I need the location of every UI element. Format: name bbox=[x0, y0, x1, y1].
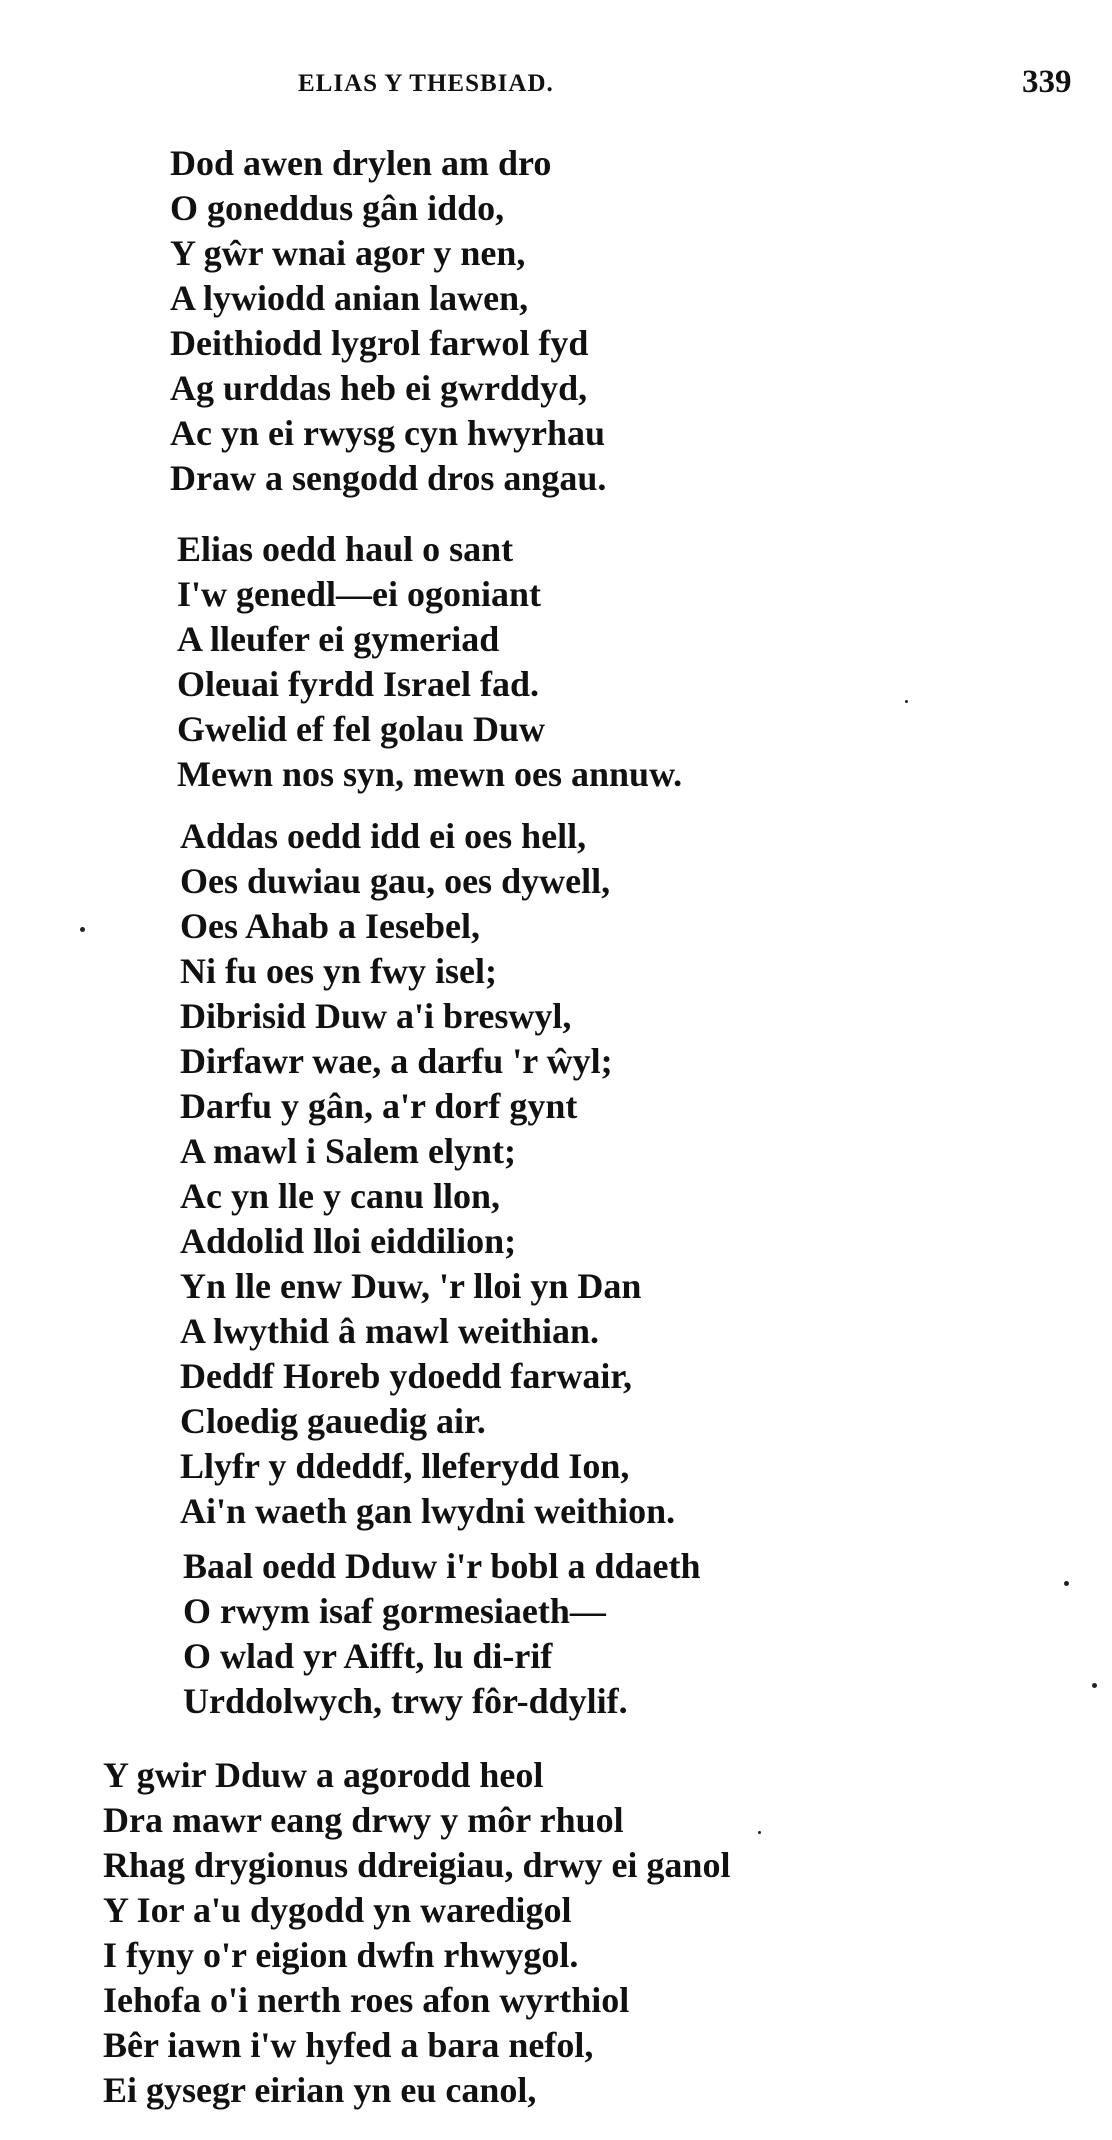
verse-line: Ac yn ei rwysg cyn hwyrhau bbox=[170, 413, 606, 453]
verse-line: Urddolwych, trwy fôr-ddylif. bbox=[183, 1681, 628, 1721]
verse-line: O goneddus gân iddo, bbox=[170, 188, 505, 228]
verse-line: Dibrisid Duw a'i breswyl, bbox=[180, 996, 572, 1036]
verse-line: Addas oedd idd ei oes hell, bbox=[180, 816, 587, 856]
verse-line: Ni fu oes yn fwy isel; bbox=[180, 951, 497, 991]
scan-speck bbox=[1064, 1581, 1069, 1586]
verse-line: Oleuai fyrdd Israel fad. bbox=[177, 664, 540, 704]
stanza-4 bbox=[183, 1544, 700, 1724]
verse-line: Ai'n waeth gan lwydni weithion. bbox=[180, 1491, 676, 1531]
verse-line: Y gwir Dduw a agorodd heol bbox=[103, 1755, 544, 1795]
verse-line: Y Ior a'u dygodd yn waredigol bbox=[103, 1890, 572, 1930]
verse-line: A mawl i Salem elynt; bbox=[180, 1131, 516, 1171]
scan-speck bbox=[1092, 1683, 1097, 1688]
verse-line: Rhag drygionus ddreigiau, drwy ei ganol bbox=[103, 1845, 731, 1885]
scan-speck bbox=[80, 927, 85, 932]
verse-line: Baal oedd Dduw i'r bobl a ddaeth bbox=[183, 1546, 701, 1586]
verse-line: Yn lle enw Duw, 'r lloi yn Dan bbox=[180, 1266, 642, 1306]
stanza-5 bbox=[103, 1753, 730, 2113]
verse-line: O rwym isaf gormesiaeth— bbox=[183, 1591, 606, 1631]
verse-line: I fyny o'r eigion dwfn rhwygol. bbox=[103, 1935, 579, 1975]
verse-line: Addolid lloi eiddilion; bbox=[180, 1221, 517, 1261]
stanza-3 bbox=[180, 814, 675, 1534]
verse-line: Mewn nos syn, mewn oes annuw. bbox=[177, 754, 683, 794]
stanza-2 bbox=[177, 527, 682, 797]
page-number: 339 bbox=[1022, 64, 1072, 100]
verse-line: Darfu y gân, a'r dorf gynt bbox=[180, 1086, 578, 1126]
verse-line: I'w genedl—ei ogoniant bbox=[177, 574, 542, 614]
verse-line: Dirfawr wae, a darfu 'r ŵyl; bbox=[180, 1041, 613, 1081]
verse-line: Elias oedd haul o sant bbox=[177, 529, 514, 569]
verse-line: O wlad yr Aifft, lu di-rif bbox=[183, 1636, 553, 1676]
verse-line: Oes duwiau gau, oes dywell, bbox=[180, 861, 611, 901]
verse-line: A lywiodd anian lawen, bbox=[170, 278, 529, 318]
verse-line: Ac yn lle y canu llon, bbox=[180, 1176, 501, 1216]
verse-line: Gwelid ef fel golau Duw bbox=[177, 709, 545, 749]
verse-line: Cloedig gauedig air. bbox=[180, 1401, 486, 1441]
verse-line: Oes Ahab a Iesebel, bbox=[180, 906, 481, 946]
verse-line: Ei gysegr eirian yn eu canol, bbox=[103, 2070, 537, 2110]
scan-speck bbox=[758, 1831, 761, 1834]
verse-line: Llyfr y ddeddf, lleferydd Ion, bbox=[180, 1446, 630, 1486]
verse-line: A lleufer ei gymeriad bbox=[177, 619, 500, 659]
scan-speck bbox=[905, 700, 908, 703]
verse-line: Y gŵr wnai agor y nen, bbox=[170, 233, 526, 273]
verse-line: Bêr iawn i'w hyfed a bara nefol, bbox=[103, 2025, 594, 2065]
verse-line: Deithiodd lygrol farwol fyd bbox=[170, 323, 589, 363]
verse-line: Draw a sengodd dros angau. bbox=[170, 458, 607, 498]
verse-line: Ag urddas heb ei gwrddyd, bbox=[170, 368, 588, 408]
stanza-1 bbox=[170, 141, 606, 501]
running-head bbox=[0, 64, 1112, 110]
running-title: ELIAS Y THESBIAD. bbox=[298, 70, 554, 97]
verse-line: A lwythid â mawl weithian. bbox=[180, 1311, 600, 1351]
verse-line: Iehofa o'i nerth roes afon wyrthiol bbox=[103, 1980, 630, 2020]
verse-line: Dra mawr eang drwy y môr rhuol bbox=[103, 1800, 624, 1840]
verse-line: Deddf Horeb ydoedd farwair, bbox=[180, 1356, 633, 1396]
verse-line: Dod awen drylen am dro bbox=[170, 143, 552, 183]
